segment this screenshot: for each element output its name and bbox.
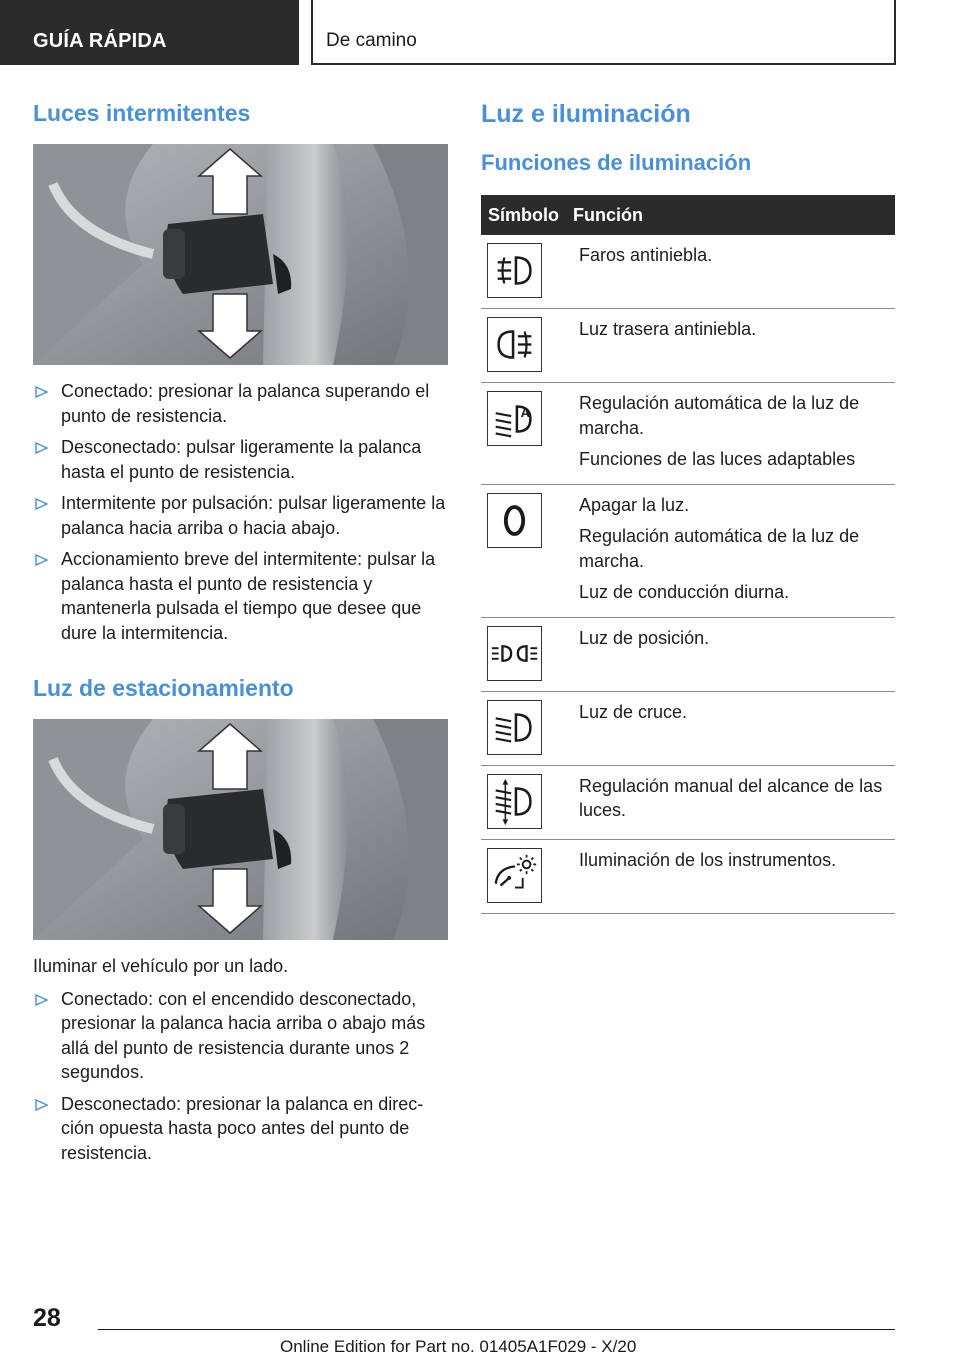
blinkers-instructions-list — [33, 379, 448, 645]
function-text: Luz de conducción diurna. — [579, 582, 790, 602]
table-row — [481, 617, 895, 691]
function-text: Iluminación de los instrumentos. — [579, 849, 837, 870]
lights-off-icon — [487, 493, 542, 548]
section-title-blinkers: Luces intermitentes — [33, 100, 251, 126]
table-row — [481, 484, 895, 617]
table-row — [481, 235, 895, 309]
lighting-functions-table — [481, 195, 895, 914]
section-subtitle: Funciones de iluminación — [481, 150, 752, 175]
parking-instructions-list — [33, 987, 448, 1166]
left-column — [33, 100, 448, 1172]
bullet-triangle-icon — [35, 1099, 48, 1111]
parking-light-icon — [487, 626, 542, 681]
table-header-row — [481, 195, 895, 235]
footer-divider — [98, 1329, 895, 1330]
table-row — [481, 839, 895, 913]
function-text: Regulación automática de la luz de marcha. — [579, 393, 860, 438]
bullet-triangle-icon — [35, 994, 48, 1006]
instrument-lighting-icon — [487, 848, 542, 903]
bullet-triangle-icon — [35, 386, 48, 398]
list-item: Intermitente por pulsación: pulsar ligeramente la palanca hacia arriba o hacia abajo. — [33, 491, 448, 540]
list-item: Desconectado: pulsar ligeramente la palanca hasta el punto de resistencia. — [33, 435, 448, 484]
auto-headlight-icon — [487, 391, 542, 446]
rear-fog-light-icon — [487, 317, 542, 372]
column-header-symbol: Símbolo — [481, 195, 573, 235]
table-row — [481, 765, 895, 839]
page-number: 28 — [33, 1304, 61, 1332]
list-item: Conectado: presionar la palanca superando el punto de resistencia. — [33, 379, 448, 428]
header-chapter-label: De camino — [326, 30, 417, 51]
low-beam-icon — [487, 700, 542, 755]
column-header-function: Función — [573, 195, 895, 235]
function-text: Funciones de las luces adaptables — [579, 449, 856, 469]
function-text: Luz trasera antiniebla. — [579, 319, 757, 339]
function-text: Regulación manual del alcance de las luces. — [579, 775, 883, 820]
chapter-title: Luz e iluminación — [481, 100, 691, 128]
function-text: Luz de posición. — [579, 627, 710, 648]
function-text: Apagar la luz. — [579, 494, 690, 515]
section-title-parking-light: Luz de estacionamiento — [33, 675, 294, 701]
parking-light-intro: Iluminar el vehículo por un lado. — [33, 956, 289, 976]
footer-edition: Online Edition for Part no. 01405A1F029 - X/20 — [280, 1337, 637, 1356]
table-row — [481, 383, 895, 485]
bullet-triangle-icon — [35, 554, 48, 566]
front-fog-light-icon — [487, 243, 542, 298]
list-item: Accionamiento breve del intermitente: pulsar la palanca hasta el punto de resistencia y mantenerla pulsada el tiempo que desee que dure la intermitencia. — [33, 547, 448, 645]
parking-light-lever-photo — [33, 719, 448, 940]
header-section-tab — [0, 0, 299, 65]
function-text: Luz de cruce. — [579, 701, 688, 722]
header-section-label: GUÍA RÁPIDA — [33, 30, 167, 52]
turn-signal-lever-photo — [33, 144, 448, 365]
list-item: Conectado: con el encendido desconectado, presionar la palanca hacia arriba o abajo más allá del punto de resistencia durante unos 2 segundos. — [33, 987, 448, 1085]
header-chapter-box — [311, 0, 896, 65]
table-row — [481, 309, 895, 383]
right-column — [481, 100, 895, 914]
function-text: Regulación automática de la luz de marcha. — [579, 526, 860, 571]
svg-text:A: A — [520, 406, 530, 421]
bullet-triangle-icon — [35, 498, 48, 510]
list-item: Desconectado: presionar la palanca en direc-ción opuesta hasta poco antes del punto de resistencia. — [33, 1092, 448, 1166]
bullet-triangle-icon — [35, 442, 48, 454]
headlight-range-icon — [487, 774, 542, 829]
table-row — [481, 691, 895, 765]
function-text: Faros antiniebla. — [579, 245, 713, 265]
